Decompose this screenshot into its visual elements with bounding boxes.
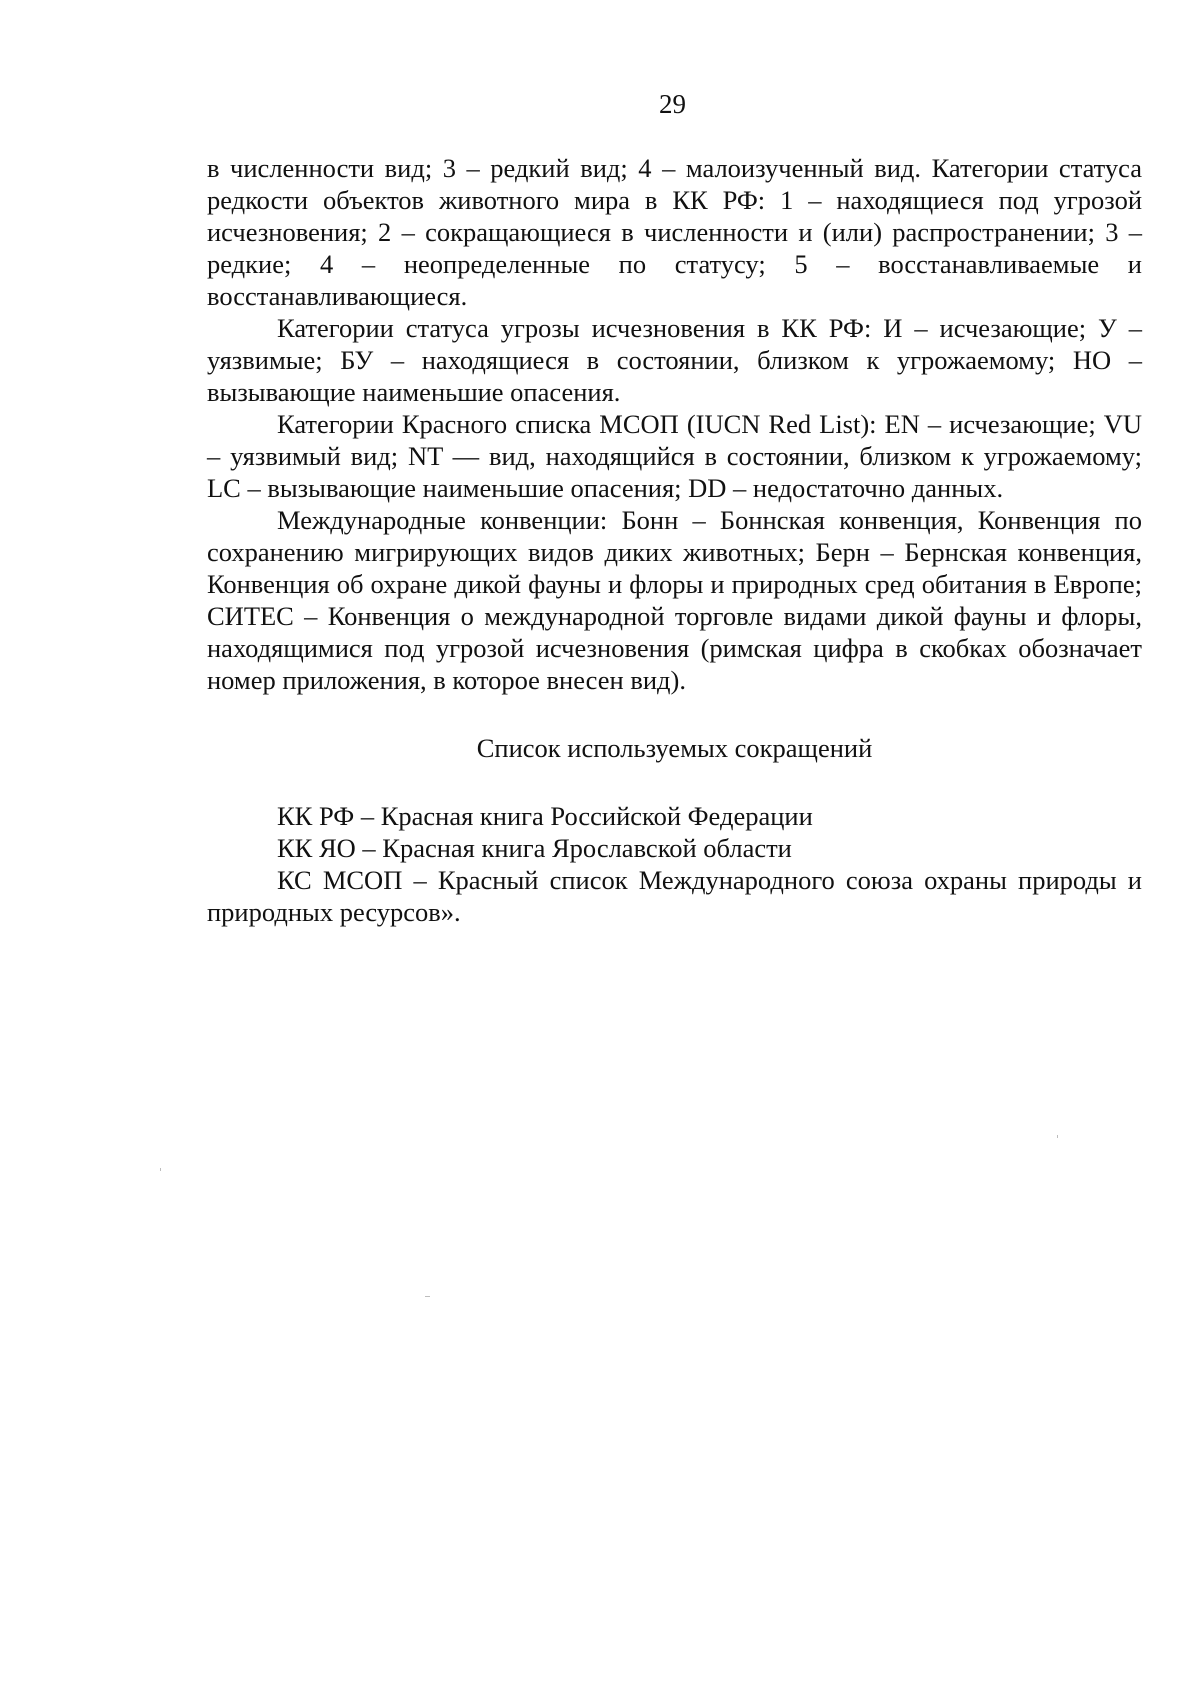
abbreviation-item: КС МСОП – Красный список Международного союза охраны природы и природных ресурсов». [207, 865, 1142, 927]
section-title: Список используемых сокращений [476, 733, 873, 763]
scan-speck [425, 1296, 430, 1297]
abbreviation-item: КК РФ – Красная книга Российской Федерации [277, 801, 813, 831]
abbreviation-item: КК ЯО – Красная книга Ярославской области [277, 833, 792, 863]
paragraph-iucn-categories: Категории Красного списка МСОП (IUCN Red List): EN – исчезающие; VU – уязвимый вид; NT — вид, находящийся в состоянии, близком к угрожаемому; LC – вызывающие наименьшие опасения; DD – недостаточно данных. [207, 409, 1142, 503]
scan-speck [160, 1168, 161, 1171]
paragraph-threat-categories: Категории статуса угрозы исчезновения в КК РФ: И – исчезающие; У – уязвимые; БУ – находящиеся в состоянии, близком к угрожаемому; НО – вызывающие наименьшие опасения. [207, 313, 1142, 407]
document-body [207, 152, 1142, 928]
paragraph-international-conventions: Международные конвенции: Бонн – Боннская конвенция, Конвенция по сохранению мигрирующих видов диких животных; Берн – Бернская конвенция, Конвенция об охране дикой фауны и флоры и природных сред обитания в Европе; СИТЕС – Конвенция о международной торговле видами дикой фауны и флоры, находящимися под угрозой исчезновения (римская цифра в скобках обозначает номер приложения, в которое внесен вид). [207, 505, 1142, 695]
paragraph-status-categories: в численности вид; 3 – редкий вид; 4 – малоизученный вид. Категории статуса редкости объектов животного мира в КК РФ: 1 – находящиеся под угрозой исчезновения; 2 – сокращающиеся в численности и (или) распространении; 3 – редкие; 4 – неопределенные по статусу; 5 – восстанавливаемые и восстанавливающиеся. [207, 153, 1142, 311]
scan-speck [1057, 1135, 1058, 1138]
page-number: 29 [659, 89, 686, 119]
